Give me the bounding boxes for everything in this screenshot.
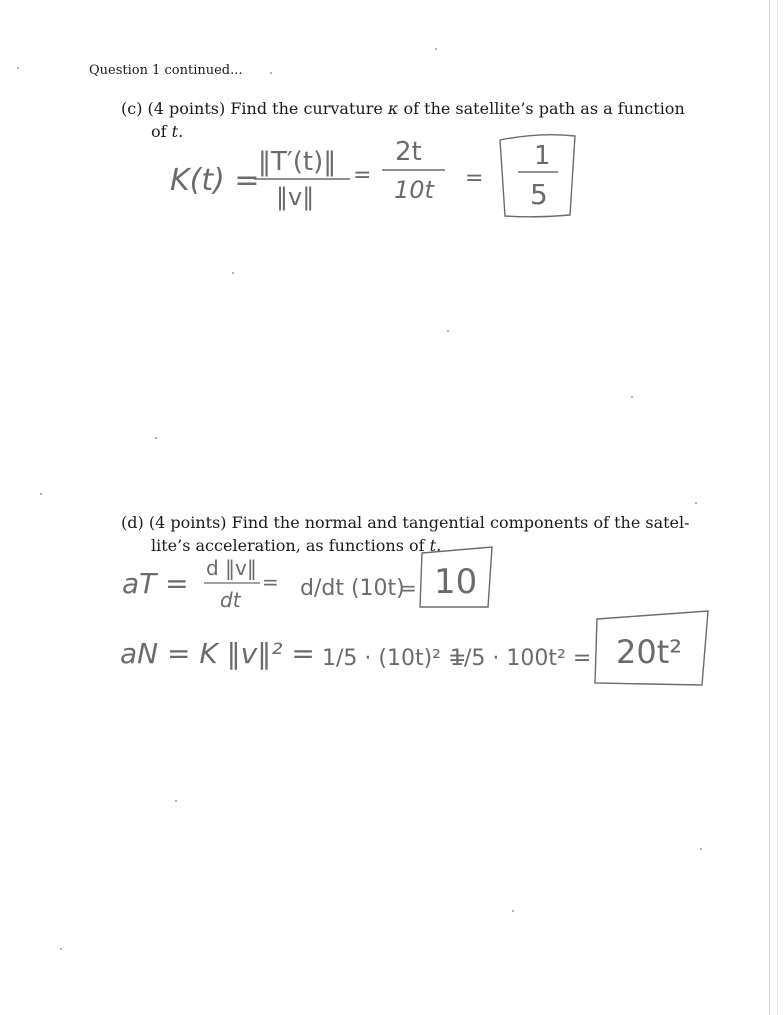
question-c-text: . bbox=[178, 122, 184, 141]
question-d-text: . bbox=[436, 536, 442, 555]
scan-speck bbox=[40, 493, 42, 495]
question-c-text: of bbox=[151, 122, 172, 141]
scan-speck bbox=[232, 272, 234, 274]
handwritten-work-normal bbox=[110, 605, 715, 695]
scan-speck bbox=[175, 800, 177, 802]
scan-speck bbox=[447, 330, 449, 332]
scan-speck bbox=[695, 502, 697, 504]
tangential-numerator: d ‖v‖ bbox=[206, 556, 257, 580]
question-c-line1 bbox=[121, 98, 685, 120]
scan-speck bbox=[512, 910, 514, 912]
scan-speck bbox=[17, 67, 19, 69]
normal-lhs: aN = K ‖v‖² = bbox=[120, 637, 315, 670]
derivative-expression: d/dt (10t) bbox=[300, 576, 405, 601]
page-edge-line bbox=[769, 0, 770, 1015]
page-header: Question 1 continued... bbox=[89, 63, 243, 78]
answer-numerator: 1 bbox=[534, 141, 551, 171]
question-d-line1 bbox=[121, 512, 690, 534]
question-d-points: (4 points) bbox=[148, 513, 227, 532]
curvature-lhs: K(t) = bbox=[170, 163, 260, 198]
question-c-text: of the satellite’s path as a function bbox=[398, 99, 685, 118]
scan-speck bbox=[435, 48, 437, 50]
scan-speck bbox=[700, 848, 702, 850]
scan-speck bbox=[631, 396, 633, 398]
answer-denominator: 5 bbox=[530, 178, 548, 211]
question-d-label: (d) bbox=[121, 513, 144, 532]
question-d-text: lite’s acceleration, as functions of bbox=[151, 536, 430, 555]
equals-sign: = bbox=[465, 166, 484, 191]
scan-speck bbox=[60, 948, 62, 950]
t-variable: t bbox=[429, 536, 437, 555]
tangential-denominator: dt bbox=[220, 588, 241, 612]
normal-step1: 1/5 · (10t)² = bbox=[322, 646, 467, 671]
normal-step2: 1/5 · 100t² = bbox=[450, 646, 592, 671]
t-variable: t bbox=[171, 122, 179, 141]
tangential-lhs: aT = bbox=[122, 567, 189, 600]
fraction2-denominator: 10t bbox=[394, 176, 434, 204]
handwritten-work-c bbox=[160, 130, 600, 230]
question-c-text: Find the curvature bbox=[230, 99, 388, 118]
tangential-answer: 10 bbox=[434, 562, 478, 602]
question-c-label: (c) bbox=[121, 99, 143, 118]
fraction1-numerator: ‖T′(t)‖ bbox=[258, 147, 337, 177]
scan-speck bbox=[155, 437, 157, 439]
equals-sign: = bbox=[400, 576, 417, 600]
scan-speck bbox=[270, 72, 272, 74]
fraction2-numerator: 2t bbox=[395, 137, 422, 167]
question-c-points: (4 points) bbox=[147, 99, 226, 118]
page-edge-line bbox=[777, 0, 778, 1015]
kappa-symbol: κ bbox=[387, 99, 399, 118]
equals-sign: = bbox=[353, 163, 372, 188]
question-d-text: Find the normal and tangential components of the satel- bbox=[231, 513, 690, 532]
fraction1-denominator: ‖v‖ bbox=[276, 183, 315, 211]
equals-sign: = bbox=[262, 570, 279, 594]
normal-answer: 20t² bbox=[616, 633, 683, 671]
